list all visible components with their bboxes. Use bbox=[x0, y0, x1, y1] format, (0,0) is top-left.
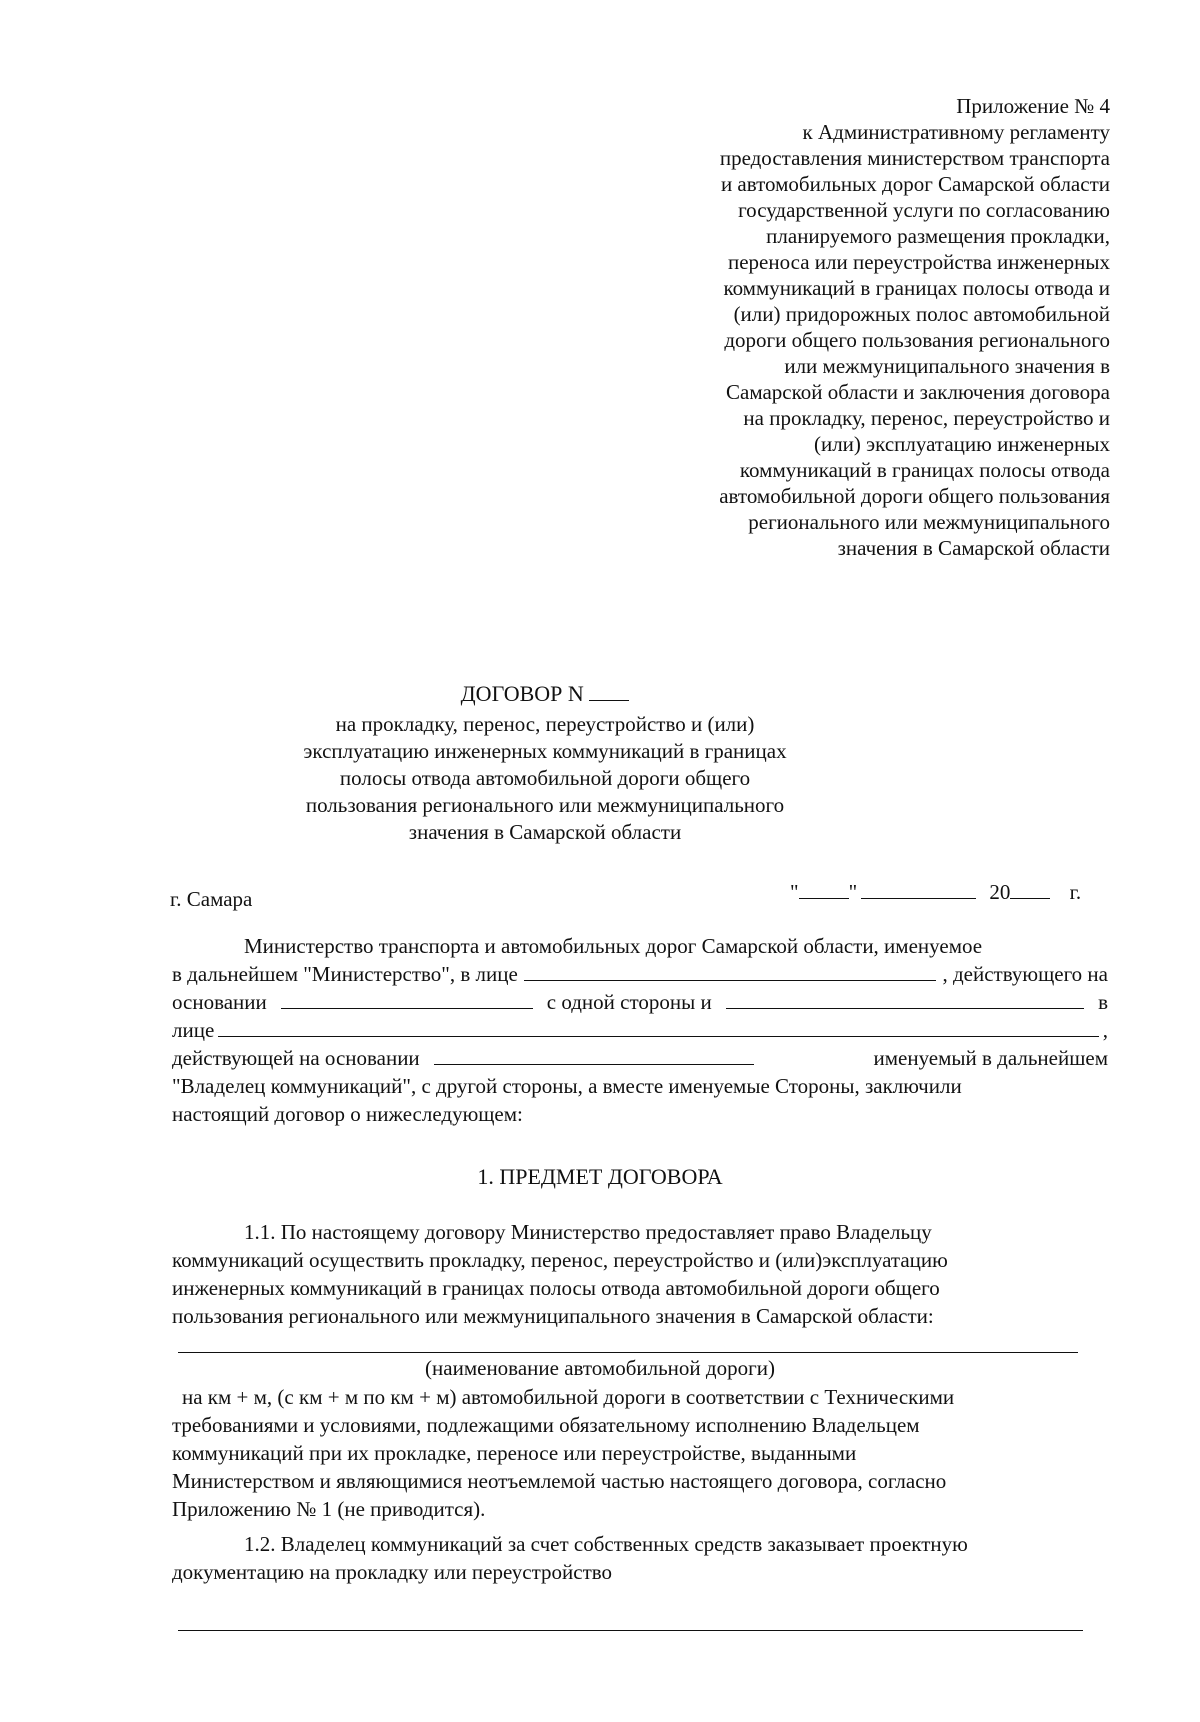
appendix-line: предоставления министерством транспорта bbox=[719, 146, 1110, 170]
clause-line: инженерных коммуникаций в границах полосы отвода автомобильной дороги общего bbox=[172, 1276, 940, 1300]
basis-blank bbox=[281, 990, 533, 1009]
date-year-blank bbox=[1010, 880, 1050, 899]
section-heading: 1. ПРЕДМЕТ ДОГОВОРА bbox=[477, 1164, 723, 1189]
clause-line: требованиями и условиями, подлежащими обязательному исполнению Владельцем bbox=[172, 1413, 920, 1437]
preamble-text: основании bbox=[172, 990, 267, 1014]
contract-subtitle-line: на прокладку, перенос, переустройство и (или) bbox=[335, 712, 755, 736]
contract-title-text: ДОГОВОР N bbox=[460, 681, 584, 706]
preamble-line bbox=[172, 960, 1108, 988]
preamble-line bbox=[172, 1016, 1108, 1044]
preamble-line bbox=[172, 988, 1108, 1016]
date-month-blank bbox=[861, 880, 976, 899]
appendix-line: и автомобильных дорог Самарской области bbox=[720, 172, 1110, 196]
appendix-line: коммуникаций в границах полосы отвода и bbox=[723, 276, 1110, 300]
preamble-text: действующей на основании bbox=[172, 1046, 420, 1070]
appendix-line: Приложение № 4 bbox=[956, 94, 1110, 118]
preamble-line: настоящий договор о нижеследующем: bbox=[172, 1102, 523, 1126]
clause-line: Министерством и являющимися неотъемлемой частью настоящего договора, согласно bbox=[172, 1469, 947, 1493]
owner-representative-blank bbox=[218, 1018, 1098, 1037]
owner-name-blank bbox=[726, 990, 1084, 1009]
contract-subtitle-line: эксплуатацию инженерных коммуникаций в границах bbox=[303, 739, 787, 763]
date-day-blank bbox=[799, 880, 849, 899]
appendix-line: (или) придорожных полос автомобильной bbox=[733, 302, 1110, 326]
date-quote-close: " bbox=[848, 880, 858, 904]
appendix-line: к Административному регламенту bbox=[802, 120, 1110, 144]
design-documentation-blank bbox=[178, 1630, 1083, 1631]
representative-blank bbox=[524, 962, 937, 981]
appendix-line: на прокладку, перенос, переустройство и bbox=[743, 406, 1110, 430]
clause-line: на км + м, (с км + м по км + м) автомобильной дороги в соответствии с Техническими bbox=[182, 1385, 955, 1409]
clause-line: пользования регионального или межмуниципального значения в Самарской области: bbox=[172, 1304, 934, 1328]
owner-basis-blank bbox=[434, 1046, 754, 1065]
appendix-line: планируемого размещения прокладки, bbox=[766, 224, 1110, 248]
preamble-text: лице bbox=[172, 1018, 215, 1042]
appendix-line: (или) эксплуатацию инженерных bbox=[813, 432, 1110, 456]
appendix-line: регионального или межмуниципального bbox=[748, 510, 1110, 534]
contract-subtitle-line: полосы отвода автомобильной дороги общего bbox=[339, 766, 751, 790]
preamble-line: Министерство транспорта и автомобильных дорог Самарской области, именуемое bbox=[244, 934, 983, 958]
city: г. Самара bbox=[170, 887, 253, 911]
preamble-text: в bbox=[1098, 990, 1108, 1014]
clause-line: 1.2. Владелец коммуникаций за счет собственных средств заказывает проектную bbox=[244, 1532, 968, 1556]
clause-line: коммуникаций осуществить прокладку, перенос, переустройство и (или)эксплуатацию bbox=[172, 1248, 948, 1272]
appendix-line: автомобильной дороги общего пользования bbox=[719, 484, 1110, 508]
preamble-text: в дальнейшем "Министерство", в лице bbox=[172, 962, 518, 986]
contract-subtitle-line: значения в Самарской области bbox=[408, 820, 682, 844]
preamble-text: , действующего на bbox=[942, 962, 1108, 986]
appendix-line: государственной услуги по согласованию bbox=[738, 198, 1110, 222]
contract-subtitle-line: пользования регионального или межмуниципального bbox=[305, 793, 785, 817]
clause-line: Приложению № 1 (не приводится). bbox=[172, 1497, 486, 1521]
date-year-prefix: 20 bbox=[989, 880, 1011, 904]
preamble-text: с одной стороны и bbox=[546, 990, 712, 1014]
road-name-blank bbox=[178, 1352, 1078, 1353]
clause-line: 1.1. По настоящему договору Министерство предоставляет право Владельцу bbox=[244, 1220, 932, 1244]
appendix-line: Самарской области и заключения договора bbox=[726, 380, 1110, 404]
contract-number-blank bbox=[589, 682, 629, 701]
contract-title bbox=[150, 680, 940, 708]
appendix-line: или межмуниципального значения в bbox=[784, 354, 1110, 378]
clause-line: документацию на прокладку или переустройство bbox=[172, 1560, 613, 1584]
appendix-line: переноса или переустройства инженерных bbox=[728, 250, 1110, 274]
preamble-text: именуемый в дальнейшем bbox=[873, 1046, 1108, 1070]
appendix-line: значения в Самарской области bbox=[837, 536, 1110, 560]
appendix-line: коммуникаций в границах полосы отвода bbox=[739, 458, 1110, 482]
date-quote-open: " bbox=[790, 880, 799, 904]
preamble-line: "Владелец коммуникаций", с другой стороны, а вместе именуемые Стороны, заключили bbox=[172, 1074, 962, 1098]
date-suffix: г. bbox=[1069, 880, 1082, 904]
road-name-caption: (наименование автомобильной дороги) bbox=[425, 1356, 775, 1380]
preamble-text: , bbox=[1102, 1018, 1108, 1042]
preamble-line bbox=[172, 1044, 1108, 1072]
contract-title-block bbox=[150, 680, 940, 850]
appendix-line: дороги общего пользования регионального bbox=[724, 328, 1110, 352]
clause-line: коммуникаций при их прокладке, переносе или переустройстве, выданными bbox=[172, 1441, 857, 1465]
date-line bbox=[790, 878, 1081, 906]
